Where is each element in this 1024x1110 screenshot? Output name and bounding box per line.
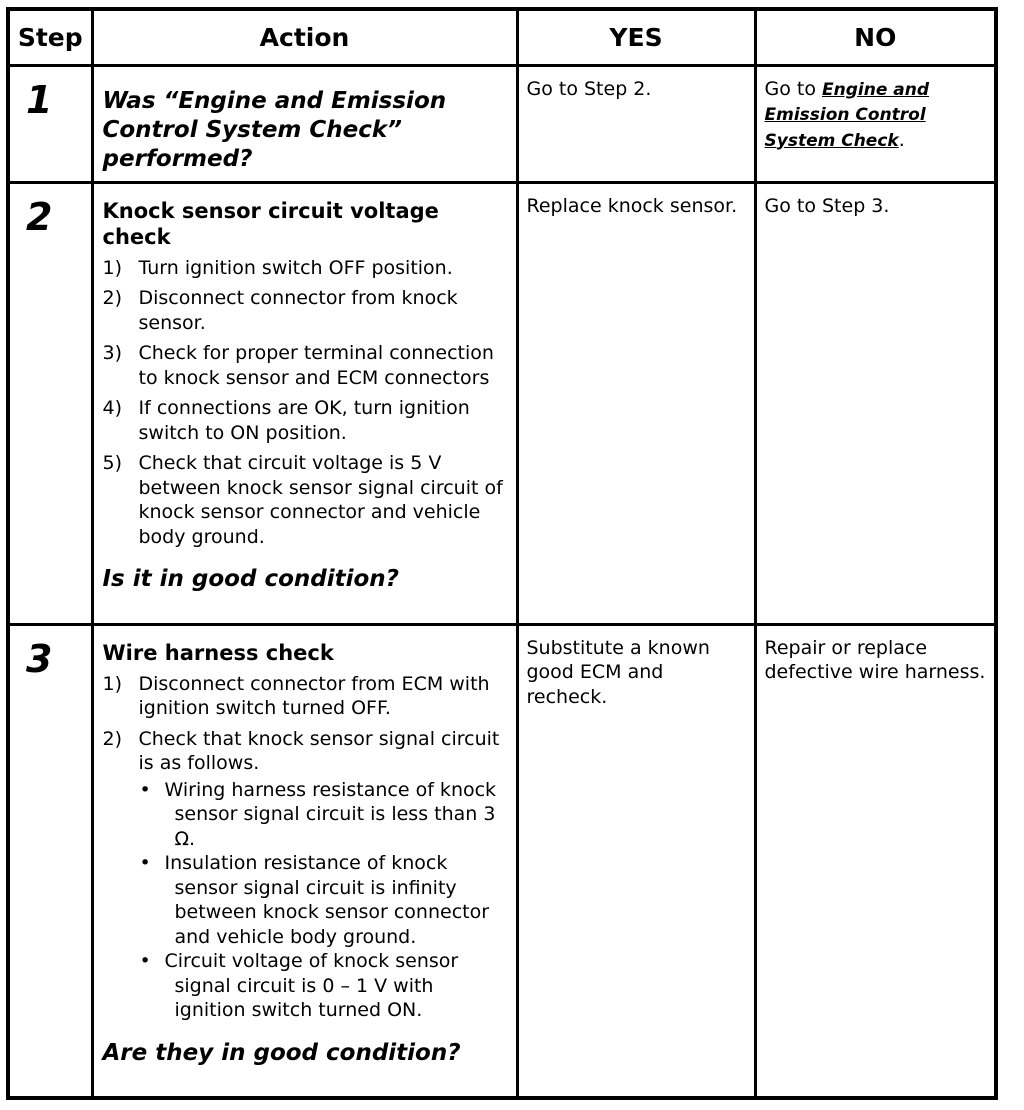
list-item	[103, 396, 506, 445]
bullet-dot-icon: •	[139, 778, 151, 801]
no-cell	[755, 65, 996, 182]
bullet-text: Wiring harness resistance of knock sensor signal circuit is less than 3 Ω.	[164, 778, 497, 850]
bullet-item	[139, 851, 506, 949]
item-number: 3)	[102, 342, 123, 364]
bullet-item	[139, 778, 506, 852]
no-cell: Repair or replace defective wire harness.	[755, 624, 996, 1098]
item-number: 1)	[102, 672, 123, 695]
no-suffix: .	[898, 128, 905, 151]
procedure-list	[103, 672, 506, 1023]
list-item	[103, 286, 506, 335]
section-title: Wire harness check	[102, 640, 334, 665]
item-number: 4)	[102, 397, 123, 419]
question-text: Are they in good condition?	[102, 1039, 461, 1066]
step-number: 3	[8, 624, 92, 1098]
action-cell	[92, 624, 517, 1098]
step-number: 1	[8, 65, 92, 182]
question-text: Was “Engine and Emission Control System Check” performed?	[102, 87, 447, 172]
header-row	[8, 9, 996, 65]
condition-list	[139, 778, 506, 1023]
item-number: 2)	[102, 727, 123, 750]
question-text: Is it in good condition?	[102, 566, 399, 592]
no-prefix: Go to	[764, 77, 823, 100]
item-text: Turn ignition switch OFF position.	[138, 256, 453, 279]
item-text: Disconnect connector from ECM with ignition switch turned OFF.	[138, 672, 490, 719]
procedure-list	[103, 256, 506, 550]
action-cell	[92, 65, 517, 182]
list-item	[103, 256, 506, 281]
bullet-item	[139, 949, 506, 1023]
header-no: NO	[755, 9, 996, 65]
yes-cell: Replace knock sensor.	[517, 182, 755, 624]
yes-cell: Go to Step 2.	[517, 65, 755, 182]
step-number: 2	[8, 182, 92, 624]
bullet-dot-icon: •	[139, 950, 151, 972]
header-yes: YES	[517, 9, 755, 65]
table-row-step-1	[8, 65, 996, 182]
item-text: Disconnect connector from knock sensor.	[138, 287, 458, 334]
item-number: 5)	[102, 452, 123, 474]
item-text: If connections are OK, turn ignition switch to ON position.	[138, 397, 470, 444]
header-step: Step	[8, 9, 92, 65]
bullet-dot-icon: •	[139, 852, 151, 874]
item-number: 2)	[102, 287, 123, 309]
bullet-text: Circuit voltage of knock sensor signal circuit is 0 – 1 V with ignition switch turned ON.	[164, 950, 459, 1021]
list-item	[103, 341, 506, 390]
engine-emission-check-link[interactable]: Engine and Emission Control System Check	[764, 79, 930, 151]
diagnostic-table	[6, 7, 998, 1100]
item-text: Check that knock sensor signal circuit is as follows.	[138, 727, 500, 774]
table-row-step-2	[8, 182, 996, 624]
list-item	[103, 727, 506, 1023]
list-item	[103, 451, 506, 549]
yes-cell: Substitute a known good ECM and recheck.	[517, 624, 755, 1098]
bullet-text: Insulation resistance of knock sensor signal circuit is infinity between knock sensor connector and vehicle body ground.	[164, 852, 490, 948]
item-number: 1)	[102, 256, 123, 279]
header-action: Action	[92, 9, 517, 65]
action-cell	[92, 182, 517, 624]
table-row-step-3	[8, 624, 996, 1098]
item-text: Check for proper terminal connection to knock sensor and ECM connectors	[138, 342, 494, 389]
list-item	[103, 672, 506, 721]
section-title: Knock sensor circuit voltage check	[102, 198, 439, 249]
no-cell: Go to Step 3.	[755, 182, 996, 624]
item-text: Check that circuit voltage is 5 V between knock sensor signal circuit of knock sensor connector and vehicle body ground.	[138, 452, 503, 548]
